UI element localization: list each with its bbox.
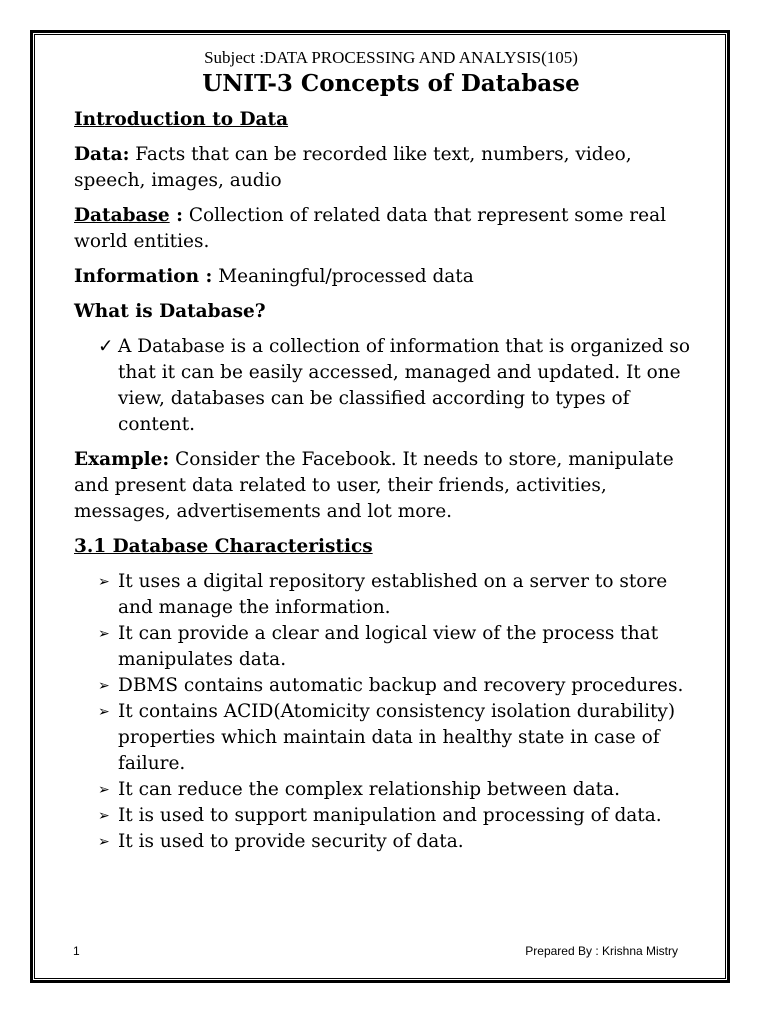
arrow-bullet-icon: ➢ (98, 574, 110, 590)
what-is-list (74, 334, 694, 438)
unit-title: UNIT-3 Concepts of Database (202, 70, 580, 97)
database-text: Collection of related data that represent some real world entities. (74, 205, 667, 252)
characteristics-heading: 3.1 Database Characteristics (74, 536, 373, 557)
page-number: 1 (73, 944, 80, 958)
list-item-text: It can provide a clear and logical view of the process that manipulates data. (118, 623, 659, 670)
list-item (74, 829, 694, 855)
arrow-bullet-icon: ➢ (98, 834, 110, 850)
information-text: Meaningful/processed data (212, 266, 474, 287)
data-label: Data: (74, 144, 130, 165)
data-text: Facts that can be recorded like text, numbers, video, speech, images, audio (74, 144, 632, 191)
page-footer (73, 944, 678, 958)
list-item (74, 569, 694, 621)
arrow-bullet-icon: ➢ (98, 626, 110, 642)
list-item-text: DBMS contains automatic backup and recovery procedures. (118, 675, 684, 696)
example-paragraph (74, 447, 694, 525)
list-item (74, 699, 694, 777)
arrow-bullet-icon: ➢ (98, 808, 110, 824)
subject-line: Subject :DATA PROCESSING AND ANALYSIS(105) (204, 48, 578, 67)
list-item-text: It uses a digital repository established on a server to store and manage the information. (118, 571, 668, 618)
list-item-text: It is used to support manipulation and processing of data. (118, 805, 662, 826)
list-item-text: It can reduce the complex relationship between data. (118, 779, 620, 800)
intro-heading: Introduction to Data (74, 109, 289, 130)
information-label: Information : (74, 266, 213, 287)
list-item (74, 621, 694, 673)
database-colon: : (169, 205, 183, 226)
footer-author: Prepared By : Krishna Mistry (525, 944, 678, 958)
database-label: Database (74, 205, 170, 226)
list-item-text: A Database is a collection of information that is organized so that it can be easily accessed, managed and updated. It one view, databases can be classified according to types of content. (118, 336, 690, 435)
list-item-text: It contains ACID(Atomicity consistency isolation durability) properties which maintain data in healthy state in case of failure. (118, 701, 676, 774)
list-item (74, 334, 694, 438)
database-definition (74, 203, 694, 255)
list-item (74, 673, 694, 699)
arrow-bullet-icon: ➢ (98, 782, 110, 798)
information-definition (74, 264, 694, 290)
arrow-bullet-icon: ➢ (98, 704, 110, 720)
document-body (74, 47, 694, 864)
example-label: Example: (74, 449, 170, 470)
what-is-heading: What is Database? (74, 301, 266, 322)
characteristics-list (74, 569, 694, 855)
data-definition (74, 142, 694, 194)
list-item (74, 803, 694, 829)
list-item-text: It is used to provide security of data. (118, 831, 464, 852)
check-icon: ✓ (98, 336, 114, 357)
list-item (74, 777, 694, 803)
arrow-bullet-icon: ➢ (98, 678, 110, 694)
example-text: Consider the Facebook. It needs to store, manipulate and present data related to user, their friends, activities, messages, advertisements and lot more. (74, 449, 674, 522)
